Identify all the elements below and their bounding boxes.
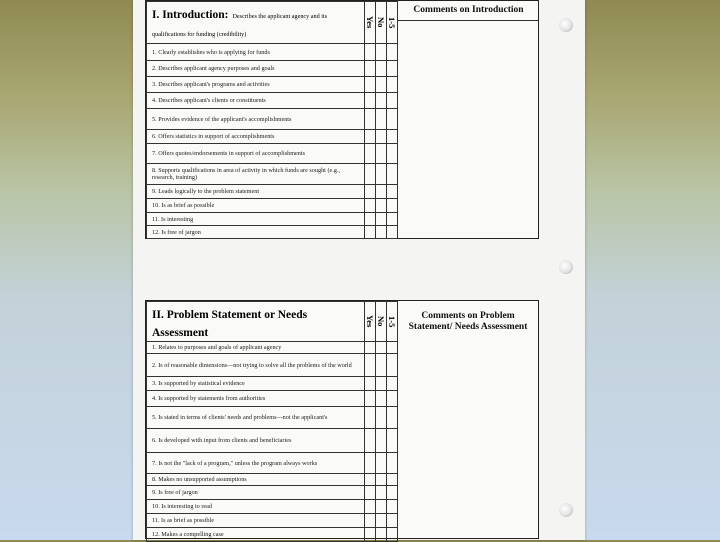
yes-checkbox[interactable]	[365, 185, 376, 199]
binder-hole	[559, 503, 573, 517]
criterion-label: 5. Is stated in terms of clients' needs and problems—not the applicant's	[147, 407, 365, 429]
table-row	[147, 77, 398, 93]
score-cell[interactable]	[387, 342, 398, 354]
score-cell[interactable]	[387, 144, 398, 164]
table-row	[147, 44, 398, 61]
table-row	[147, 354, 398, 377]
no-checkbox[interactable]	[376, 130, 387, 144]
criterion-label: 8. Supports qualifications in area of activity in which funds are sought (e.g., research, training)	[147, 164, 365, 185]
score-cell[interactable]	[387, 130, 398, 144]
yes-checkbox[interactable]	[365, 109, 376, 130]
no-checkbox[interactable]	[376, 144, 387, 164]
table-row	[147, 93, 398, 109]
table-row	[147, 109, 398, 130]
yes-checkbox[interactable]	[365, 354, 376, 377]
yes-column-header: Yes	[365, 2, 376, 44]
table-row	[147, 185, 398, 199]
no-checkbox[interactable]	[376, 391, 387, 407]
score-cell[interactable]	[387, 486, 398, 500]
yes-checkbox[interactable]	[365, 407, 376, 429]
no-checkbox[interactable]	[376, 213, 387, 226]
introduction-criteria-table	[146, 1, 398, 239]
no-checkbox[interactable]	[376, 407, 387, 429]
table-row	[147, 130, 398, 144]
criterion-label: 4. Describes applicant's clients or constituents	[147, 93, 365, 109]
yes-column-header: Yes	[365, 302, 376, 342]
yes-checkbox[interactable]	[365, 528, 376, 542]
score-cell[interactable]	[387, 44, 398, 61]
table-row	[147, 514, 398, 528]
score-cell[interactable]	[387, 226, 398, 239]
criterion-label: 4. Is supported by statements from authorities	[147, 391, 365, 407]
introduction-comments-title: Comments on Introduction	[413, 5, 524, 15]
scale-column-header: 1-5	[387, 302, 398, 342]
yes-checkbox[interactable]	[365, 93, 376, 109]
criterion-label: 2. Is of reasonable dimensions—not trying to solve all the problems of the world	[147, 354, 365, 377]
table-row	[147, 213, 398, 226]
score-cell[interactable]	[387, 199, 398, 213]
no-column-header: No	[376, 2, 387, 44]
score-cell[interactable]	[387, 93, 398, 109]
binder-hole	[559, 18, 573, 32]
yes-checkbox[interactable]	[365, 213, 376, 226]
criterion-label: 1. Relates to purposes and goals of applicant agency	[147, 342, 365, 354]
criterion-label: 3. Describes applicant's programs and activities	[147, 77, 365, 93]
no-checkbox[interactable]	[376, 429, 387, 453]
table-row	[147, 342, 398, 354]
criterion-label: 9. Is free of jargon	[147, 486, 365, 500]
problem-statement-comments-box[interactable]	[398, 351, 538, 537]
score-cell[interactable]	[387, 453, 398, 474]
yes-checkbox[interactable]	[365, 377, 376, 391]
no-checkbox[interactable]	[376, 199, 387, 213]
table-row	[147, 474, 398, 486]
problem-statement-form	[145, 300, 539, 539]
criterion-label: 7. Offers quotes/endorsements in support of accomplishments	[147, 144, 365, 164]
no-checkbox[interactable]	[376, 474, 387, 486]
score-cell[interactable]	[387, 164, 398, 185]
no-checkbox[interactable]	[376, 528, 387, 542]
no-checkbox[interactable]	[376, 354, 387, 377]
yes-checkbox[interactable]	[365, 199, 376, 213]
no-checkbox[interactable]	[376, 500, 387, 514]
scanned-page	[133, 0, 585, 540]
table-row	[147, 429, 398, 453]
table-row	[147, 407, 398, 429]
introduction-header	[147, 2, 365, 44]
no-checkbox[interactable]	[376, 514, 387, 528]
criterion-label: 11. Is as brief as possible	[147, 514, 365, 528]
no-checkbox[interactable]	[376, 61, 387, 77]
yes-checkbox[interactable]	[365, 342, 376, 354]
score-cell[interactable]	[387, 213, 398, 226]
no-checkbox[interactable]	[376, 164, 387, 185]
no-checkbox[interactable]	[376, 109, 387, 130]
criterion-label: 9. Leads logically to the problem statement	[147, 185, 365, 199]
no-checkbox[interactable]	[376, 44, 387, 61]
problem-statement-header	[147, 302, 365, 342]
table-row	[147, 391, 398, 407]
no-checkbox[interactable]	[376, 77, 387, 93]
scale-column-header: 1-5	[387, 2, 398, 44]
yes-checkbox[interactable]	[365, 486, 376, 500]
introduction-description: Describes the applicant agency and its qualifications for funding (credibility)	[152, 13, 328, 38]
table-row	[147, 199, 398, 213]
no-checkbox[interactable]	[376, 342, 387, 354]
table-row	[147, 528, 398, 542]
introduction-title: I. Introduction:	[152, 9, 229, 21]
no-column-header: No	[376, 302, 387, 342]
no-checkbox[interactable]	[376, 226, 387, 239]
binder-hole	[559, 260, 573, 274]
yes-checkbox[interactable]	[365, 144, 376, 164]
criterion-label: 10. Is as brief as possible	[147, 199, 365, 213]
yes-checkbox[interactable]	[365, 226, 376, 239]
yes-checkbox[interactable]	[365, 514, 376, 528]
yes-checkbox[interactable]	[365, 164, 376, 185]
score-cell[interactable]	[387, 109, 398, 130]
yes-checkbox[interactable]	[365, 453, 376, 474]
score-cell[interactable]	[387, 514, 398, 528]
yes-checkbox[interactable]	[365, 44, 376, 61]
score-cell[interactable]	[387, 354, 398, 377]
score-cell[interactable]	[387, 528, 398, 542]
score-cell[interactable]	[387, 185, 398, 199]
criterion-label: 7. Is not the "lack of a program," unless the program always works	[147, 453, 365, 474]
problem-statement-title: II. Problem Statement or Needs Assessment	[152, 309, 308, 339]
score-cell[interactable]	[387, 377, 398, 391]
introduction-form	[145, 0, 539, 239]
no-checkbox[interactable]	[376, 93, 387, 109]
criterion-label: 1. Clearly establishes who is applying for funds	[147, 44, 365, 61]
table-row	[147, 500, 398, 514]
score-cell[interactable]	[387, 391, 398, 407]
no-checkbox[interactable]	[376, 185, 387, 199]
criterion-label: 12. Makes a compelling case	[147, 528, 365, 542]
introduction-comments-box[interactable]	[398, 21, 538, 237]
criterion-label: 10. Is interesting to read	[147, 500, 365, 514]
yes-checkbox[interactable]	[365, 500, 376, 514]
table-row	[147, 226, 398, 239]
table-row	[147, 377, 398, 391]
score-cell[interactable]	[387, 429, 398, 453]
criterion-label: 5. Provides evidence of the applicant's accomplishments	[147, 109, 365, 130]
no-checkbox[interactable]	[376, 453, 387, 474]
criterion-label: 11. Is interesting	[147, 213, 365, 226]
criterion-label: 8. Makes no unsupported assumptions	[147, 474, 365, 486]
score-cell[interactable]	[387, 474, 398, 486]
yes-checkbox[interactable]	[365, 77, 376, 93]
criterion-label: 2. Describes applicant agency purposes and goals	[147, 61, 365, 77]
table-row	[147, 486, 398, 500]
score-cell[interactable]	[387, 61, 398, 77]
score-cell[interactable]	[387, 500, 398, 514]
criterion-label: 6. Offers statistics in support of accomplishments	[147, 130, 365, 144]
table-row	[147, 61, 398, 77]
score-cell[interactable]	[387, 77, 398, 93]
yes-checkbox[interactable]	[365, 61, 376, 77]
no-checkbox[interactable]	[376, 377, 387, 391]
score-cell[interactable]	[387, 407, 398, 429]
table-row	[147, 144, 398, 164]
yes-checkbox[interactable]	[365, 391, 376, 407]
problem-statement-criteria-table	[146, 301, 398, 542]
no-checkbox[interactable]	[376, 486, 387, 500]
criterion-label: 6. Is developed with input from clients and beneficiaries	[147, 429, 365, 453]
table-row	[147, 453, 398, 474]
yes-checkbox[interactable]	[365, 474, 376, 486]
criterion-label: 3. Is supported by statistical evidence	[147, 377, 365, 391]
yes-checkbox[interactable]	[365, 429, 376, 453]
table-row	[147, 164, 398, 185]
criterion-label: 12. Is free of jargon	[147, 226, 365, 239]
yes-checkbox[interactable]	[365, 130, 376, 144]
problem-statement-comments-title: Comments on Problem Statement/ Needs Assessment	[408, 311, 528, 332]
